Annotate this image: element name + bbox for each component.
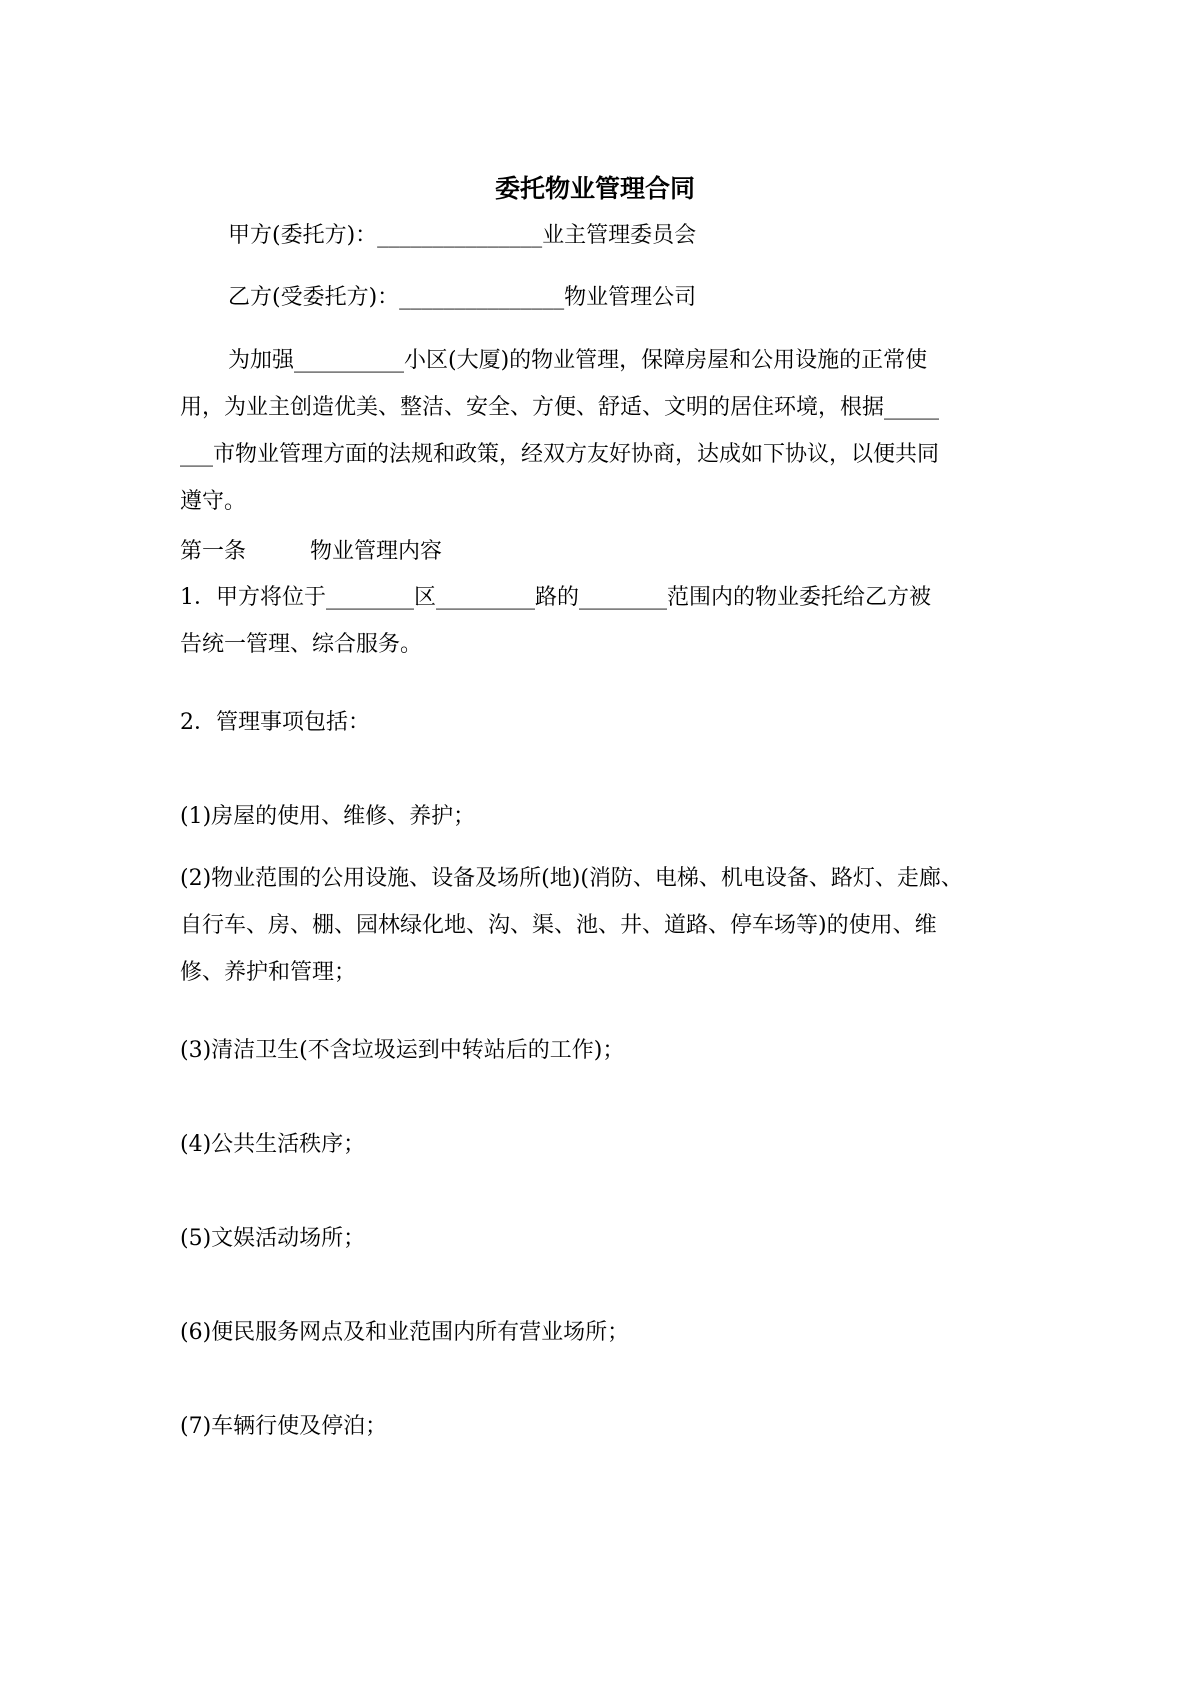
document-title: 委托物业管理合同: [494, 174, 695, 203]
sub-item-6: (6)便民服务网点及和业范围内所有营业场所；: [180, 1320, 630, 1345]
item-2-line: 2．管理事项包括：: [180, 710, 370, 735]
article-1-heading: [180, 537, 442, 567]
sub-item-7: (7)车辆行使及停泊；: [180, 1414, 388, 1439]
party-b-line: 乙方(受委托方)：_______________物业管理公司: [228, 285, 697, 310]
item-1-line-2: 告统一管理、综合服务。: [180, 632, 423, 657]
sub-item-2-line-3: 修、养护和管理；: [180, 960, 357, 985]
preamble-line-4: 遵守。: [180, 489, 247, 514]
preamble-line-1: 为加强__________小区(大厦)的物业管理，保障房屋和公用设施的正常使: [228, 348, 928, 373]
sub-item-1: (1)房屋的使用、维修、养护；: [180, 804, 476, 829]
sub-item-2-line-1: (2)物业范围的公用设施、设备及场所(地)(消防、电梯、机电设备、路灯、走廊、: [180, 866, 963, 891]
preamble-line-2: 用，为业主创造优美、整洁、安全、方便、舒适、文明的居住环境，根据_____: [180, 395, 940, 420]
sub-item-3: (3)清洁卫生(不含垃圾运到中转站后的工作)；: [180, 1038, 625, 1063]
article-number: 第一条: [180, 539, 247, 564]
sub-item-4: (4)公共生活秩序；: [180, 1132, 366, 1157]
sub-item-2-line-2: 自行车、房、棚、园林绿化地、沟、渠、池、井、道路、停车场等)的使用、维: [180, 913, 937, 938]
article-title: 物业管理内容: [310, 539, 443, 564]
preamble-line-3: ___市物业管理方面的法规和政策，经双方友好协商，达成如下协议，以便共同: [180, 442, 940, 467]
party-a-line: 甲方(委托方)：_______________业主管理委员会: [228, 223, 697, 248]
sub-item-5: (5)文娱活动场所；: [180, 1226, 366, 1251]
item-1-line-1: 1．甲方将位于________区_________路的________范围内的物业委托给乙方被: [180, 585, 931, 610]
